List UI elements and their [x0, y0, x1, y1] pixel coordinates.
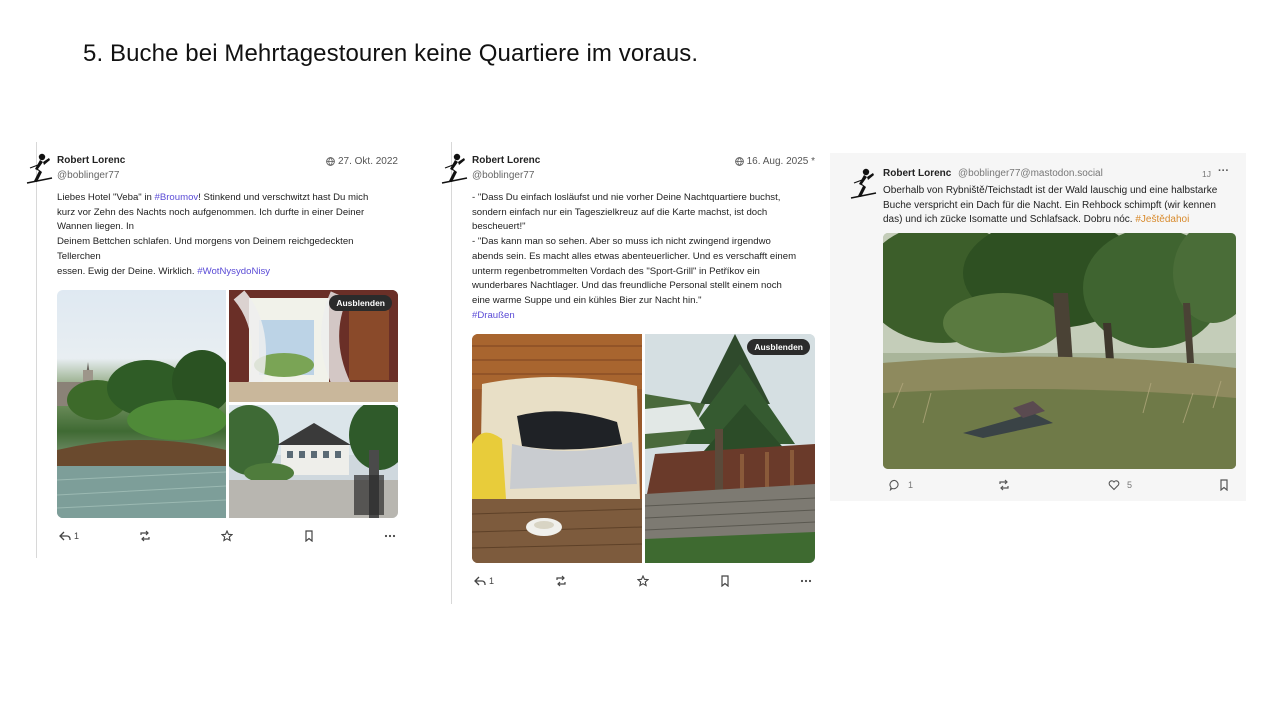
photo-sofa-sleeping-bag[interactable]: [472, 334, 642, 563]
bookmark-icon: [303, 530, 315, 542]
globe-icon: [326, 157, 335, 166]
favourite-button[interactable]: [221, 530, 233, 542]
thread-line: [451, 142, 452, 604]
more-icon: [800, 575, 812, 587]
photo-forest-beech[interactable]: [883, 233, 1236, 469]
favourite-button[interactable]: [1108, 479, 1132, 491]
avatar-skier-icon[interactable]: [24, 152, 54, 186]
hashtag-link[interactable]: #Ještědahoi: [1135, 214, 1190, 225]
heart-icon: [1108, 479, 1120, 491]
text-line: Tellerchen: [57, 250, 101, 262]
reply-button[interactable]: [59, 530, 79, 542]
photo-sport-grill[interactable]: [645, 334, 815, 563]
post-date-text: 27. Okt. 2022: [337, 156, 398, 167]
text-line: unterm regenbetrommelten Vordach des "Sport-Grill" in Petříkov ein: [472, 265, 760, 277]
reply-button[interactable]: [474, 575, 494, 587]
bookmark-button[interactable]: [1218, 479, 1230, 491]
photo-villa[interactable]: [229, 405, 398, 518]
post-text: [883, 184, 1243, 228]
more-icon: [384, 530, 396, 542]
globe-icon: [735, 157, 744, 166]
text-line: wunderbares Nachtlager. Und das freundliche Personal stellt einem noch: [472, 280, 782, 292]
boost-button[interactable]: [139, 530, 151, 542]
reply-icon: [59, 530, 71, 542]
reply-count: 1: [489, 576, 495, 586]
more-button[interactable]: [800, 575, 812, 587]
author-name[interactable]: Robert Lorenc: [57, 155, 126, 166]
post-date[interactable]: [326, 156, 398, 167]
reply-count: 1: [74, 531, 80, 541]
more-menu-button[interactable]: ···: [1218, 165, 1229, 177]
hashtag-link[interactable]: #Draußen: [472, 309, 515, 321]
bookmark-icon: [1218, 479, 1230, 491]
boost-button[interactable]: [998, 479, 1010, 491]
post-card-2: [439, 142, 819, 604]
bookmark-button[interactable]: [303, 530, 315, 542]
text-line: sondern einfach nur ein Tageszielkreuz auf die Karte machst, ist doch: [472, 206, 768, 218]
author-handle[interactable]: @boblinger77@mastodon.social: [958, 168, 1103, 179]
hide-media-button[interactable]: Ausblenden: [329, 295, 392, 311]
text-line: - "Dass Du einfach losläufst und nie vorher Deine Nachtquartiere buchst,: [472, 192, 781, 203]
post-text: [57, 191, 402, 279]
reply-count: 1: [908, 480, 914, 490]
author-name[interactable]: Robert Lorenc: [472, 155, 541, 166]
post-date-text: 16. Aug. 2025 *: [746, 156, 815, 167]
text-line: bescheuert!": [472, 221, 526, 233]
photo-hotel-window[interactable]: [229, 290, 398, 402]
avatar-skier-icon[interactable]: [848, 167, 878, 201]
boost-icon: [555, 575, 567, 587]
boost-button[interactable]: [555, 575, 567, 587]
author-handle[interactable]: @boblinger77: [57, 170, 120, 181]
star-icon: [221, 530, 233, 542]
bookmark-button[interactable]: [719, 575, 731, 587]
post-card-1: [24, 142, 404, 558]
author-name[interactable]: Robert Lorenc: [883, 168, 952, 179]
favourite-button[interactable]: [637, 575, 649, 587]
star-icon: [637, 575, 649, 587]
text-line: [472, 309, 817, 324]
text-line: das) und ich zücke Isomatte und Schlafsack. Dobru nóc. #Ještědahoi: [883, 214, 1190, 225]
avatar-skier-icon[interactable]: [439, 152, 469, 186]
text-line: Liebes Hotel "Veba" in #Broumov! Stinkend und verschwitzt hast Du mich: [57, 192, 369, 203]
text-line: abends sein. Es macht alles etwas abenteuerlicher. Und es verschafft einem: [472, 250, 797, 262]
text-line: eine warme Suppe und ein kühles Bier zur Nacht hin.": [472, 294, 702, 306]
photo-church-bridge[interactable]: [57, 290, 226, 518]
post-card-3: [830, 153, 1246, 501]
boost-icon: [139, 530, 151, 542]
boost-icon: [998, 479, 1010, 491]
hashtag-link[interactable]: #WotNysydoNisy: [197, 265, 271, 277]
text-line: Deinem Bettchen schlafen. Und morgens von Deinem reichgedeckten: [57, 236, 354, 248]
post-date[interactable]: [735, 156, 815, 167]
media-gallery: [57, 290, 398, 518]
reply-button[interactable]: [889, 479, 913, 491]
text-line: Wannen liegen. In: [57, 221, 134, 233]
author-handle[interactable]: @boblinger77: [472, 170, 535, 181]
post-age[interactable]: 1J: [1202, 169, 1211, 179]
like-count: 5: [1127, 480, 1133, 490]
comment-icon: [889, 479, 901, 491]
slide-title: 5. Buche bei Mehrtagestouren keine Quartiere im voraus.: [83, 40, 699, 67]
more-button[interactable]: [384, 530, 396, 542]
text-line: essen. Ewig der Deine. Wirklich. #WotNysydoNisy: [57, 265, 271, 277]
thread-line: [36, 142, 37, 558]
media-gallery: [472, 334, 815, 563]
hide-media-button[interactable]: Ausblenden: [747, 339, 810, 355]
post-text: [472, 191, 817, 323]
text-line: Buche verspricht ein Dach für die Nacht. Ein Rehbock schimpft (wir kennen: [883, 199, 1216, 211]
hashtag-link[interactable]: #Broumov: [154, 192, 199, 203]
text-line: kurz vor Zehn des Nachts noch aufgenommen. Ich durfte in einer Deiner: [57, 206, 365, 218]
reply-icon: [474, 575, 486, 587]
text-line: Oberhalb von Rybniště/Teichstadt ist der Wald lauschig und eine halbstarke: [883, 185, 1218, 196]
bookmark-icon: [719, 575, 731, 587]
text-line: - "Das kann man so sehen. Aber so muss ich nicht zwingend irgendwo: [472, 236, 771, 248]
